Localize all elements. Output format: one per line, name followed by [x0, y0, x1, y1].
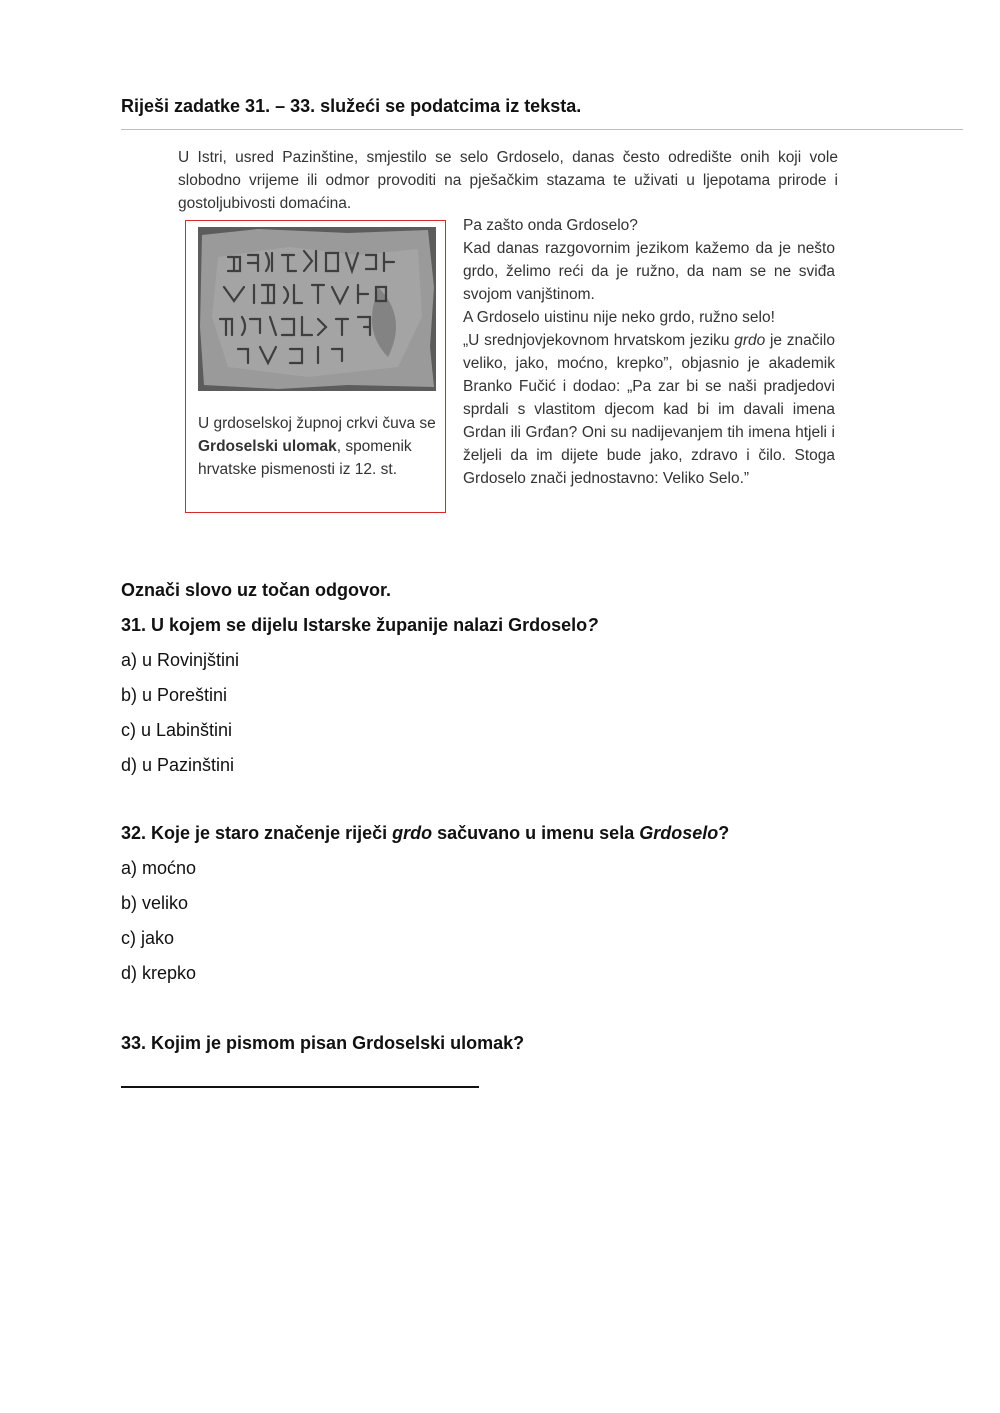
quote-rest: je značilo veliko, jako, moćno, krepko”, objasnio je akademik Branko Fučić i dodao: „Pa zar bi se naši pradjedovi sprdali s vlastitom djecom kad bi im davali imena Grdan ili Grđan? Oni su nadijevanjem tih imena htjeli i željeli da im dijete bude jako, zdravo i čilo. Stoga Grdoselo znači jednostavno: Veliko Selo.” — [463, 332, 835, 487]
question-31-mark: ? — [587, 615, 599, 635]
figure-caption — [198, 412, 438, 481]
q31-option-c[interactable]: c) u Labinštini — [121, 720, 233, 740]
q31-option-a[interactable]: a) u Rovinjštini — [121, 650, 240, 670]
passage-intro: U Istri, usred Pazinštine, smjestilo se selo Grdoselo, danas često odredište onih koji vole slobodno vrijeme ili odmor provoditi na pješačkim stazama te uživati u ljepotama prirode i gostoljubivosti domaćina. — [178, 149, 838, 212]
q31-option-b[interactable]: b) u Poreštini — [121, 685, 228, 705]
q32-option-a[interactable]: a) moćno — [121, 858, 197, 878]
q32-italic-2: Grdoselo — [639, 823, 719, 843]
question-32 — [121, 823, 729, 844]
passage-paragraph-3 — [463, 329, 835, 490]
quote-start: „U srednjovjekovnom hrvatskom jeziku — [463, 332, 735, 349]
question-31-text: 31. U kojem se dijelu Istarske županije nalazi Grdoselo — [121, 615, 588, 635]
caption-text-end: , spomenik hrvatske pismenosti iz 12. st. — [198, 438, 412, 478]
passage-paragraph-2: A Grdoselo uistinu nije neko grdo, ružno selo! — [463, 309, 775, 326]
q31-option-d[interactable]: d) u Pazinštini — [121, 755, 235, 775]
answer-line[interactable] — [121, 1086, 479, 1088]
question-33: 33. Kojim je pismom pisan Grdoselski ulomak? — [121, 1033, 525, 1053]
q32-option-c[interactable]: c) jako — [121, 928, 175, 948]
instruction-heading: Riješi zadatke 31. – 33. služeći se podatcima iz teksta. — [121, 96, 582, 116]
quote-italic-word: grdo — [734, 332, 766, 349]
q32-option-d[interactable]: d) krepko — [121, 963, 197, 983]
q32-italic-1: grdo — [392, 823, 433, 843]
q32-text-1: 32. Koje je staro značenje riječi — [121, 823, 393, 843]
passage-right-column — [463, 214, 835, 490]
q32-text-2: sačuvano u imenu sela — [432, 823, 640, 843]
q32-option-b[interactable]: b) veliko — [121, 893, 189, 913]
passage-paragraph-1: Kad danas razgovornim jezikom kažemo da je nešto grdo, želimo reći da je ružno, da nam se ne sviđa svojom vanjštinom. — [463, 240, 835, 303]
question-31 — [121, 615, 598, 636]
caption-bold-term: Grdoselski ulomak — [198, 438, 337, 455]
caption-text: U grdoselskoj župnoj crkvi čuva se — [198, 415, 436, 432]
task-instruction: Označi slovo uz točan odgovor. — [121, 580, 392, 600]
passage-question: Pa zašto onda Grdoselo? — [463, 217, 638, 234]
q32-text-3: ? — [718, 823, 730, 843]
divider — [121, 129, 963, 130]
grdoselski-fragment-photo — [198, 227, 436, 391]
